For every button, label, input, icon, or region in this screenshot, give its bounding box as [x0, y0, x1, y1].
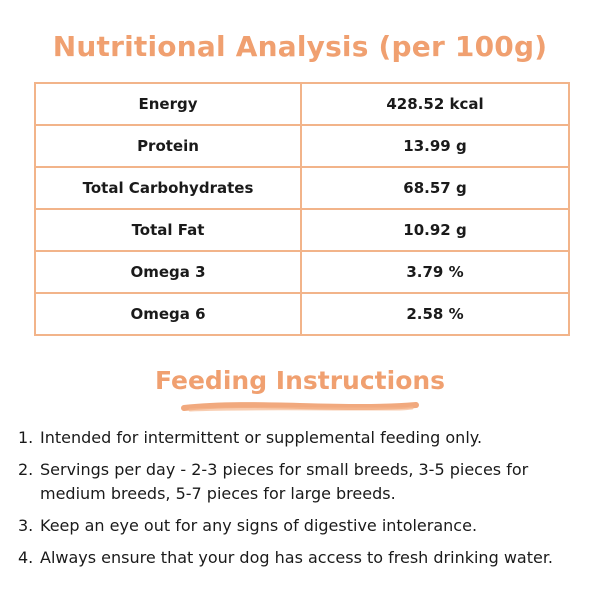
table-row	[35, 293, 569, 335]
nutrient-label: Energy	[35, 83, 301, 125]
list-item-text: Intended for intermittent or supplemental feeding only.	[40, 428, 483, 447]
nutrient-label: Total Carbohydrates	[35, 167, 301, 209]
nutrient-label: Protein	[35, 125, 301, 167]
list-item	[18, 426, 588, 450]
table-row	[35, 125, 569, 167]
page-title: Nutritional Analysis (per 100g)	[52, 30, 548, 63]
list-item	[18, 458, 588, 506]
nutrient-value: 13.99 g	[301, 125, 569, 167]
brush-underline-decoration	[180, 400, 420, 414]
nutrient-value: 10.92 g	[301, 209, 569, 251]
list-item-text: Always ensure that your dog has access to fresh drinking water.	[40, 548, 554, 567]
nutrient-value: 428.52 kcal	[301, 83, 569, 125]
feeding-instructions-title: Feeding Instructions	[154, 366, 446, 395]
nutrient-label: Omega 6	[35, 293, 301, 335]
nutrient-value: 2.58 %	[301, 293, 569, 335]
list-item	[18, 514, 588, 538]
nutrient-label: Total Fat	[35, 209, 301, 251]
table-row	[35, 251, 569, 293]
list-item-text: Servings per day - 2-3 pieces for small breeds, 3-5 pieces for medium breeds, 5-7 pieces for large breeds.	[40, 460, 529, 503]
nutrient-label: Omega 3	[35, 251, 301, 293]
list-number: 2.	[18, 460, 34, 479]
list-number: 3.	[18, 516, 34, 535]
list-number: 1.	[18, 428, 34, 447]
table-row	[35, 167, 569, 209]
list-number: 4.	[18, 548, 34, 567]
feeding-instructions-list	[18, 426, 588, 578]
list-item-text: Keep an eye out for any signs of digestive intolerance.	[40, 516, 478, 535]
table-row	[35, 209, 569, 251]
list-item	[18, 546, 588, 570]
nutrition-table	[34, 82, 570, 336]
nutrient-value: 3.79 %	[301, 251, 569, 293]
table-row	[35, 83, 569, 125]
nutrient-value: 68.57 g	[301, 167, 569, 209]
